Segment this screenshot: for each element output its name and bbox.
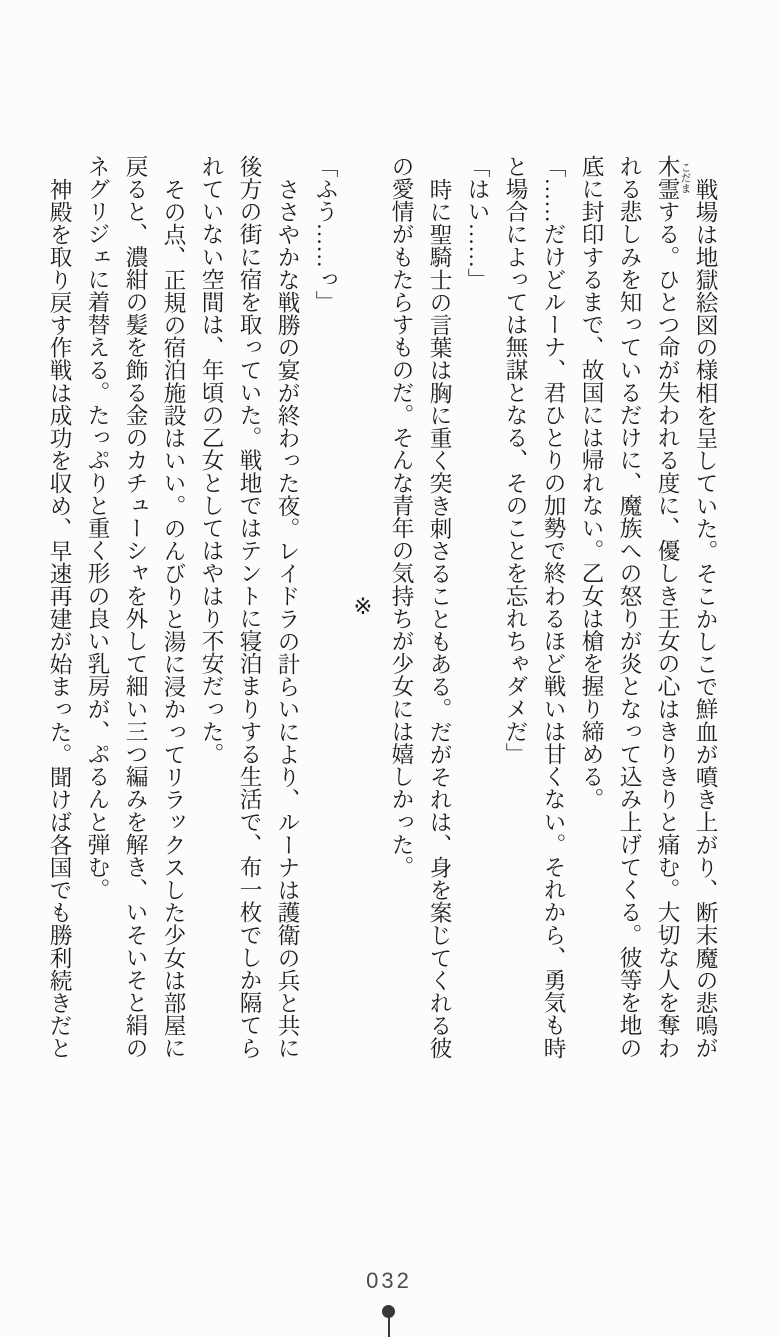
paragraph: 時に聖騎士の言葉は胸に重く突き刺さることもある。だがそれは、身を案じてくれる彼の愛情がもたらすものだ。そんな青年の気持ちが少女には嬉しかった。 — [389, 155, 452, 1059]
paragraph: ささやかな戦勝の宴が終わった夜。レイドラの計らいにより、ルーナは護衛の兵と共に後方の街に宿を取っていた。戦地ではテントに寝泊まりする生活で、布一枚でしか隔てられていない空間は、年頃の乙女としてはやはり不安だった。 — [199, 155, 300, 1059]
dialogue-line: 「……だけどルーナ、君ひとりの加勢で終わるほど戦いは甘くない。それから、勇気も時と場合によっては無謀となる、そのことを忘れちゃダメだ」 — [503, 155, 566, 1059]
section-separator: ※ — [351, 594, 376, 620]
paragraph: 戦場は地獄絵図の様相を呈していた。そこかしこで鮮血が噴き上がり、断末魔の悲鳴が木霊 こだまする。ひとつ命が失われる度に、優しき王女の心はきりきりと痛む。大切な人を奪われる悲しみを知っているだけに、魔族への怒りが炎となって込み上げてくる。彼等を地の底に封印するまで、故国には帰れない。乙女は槍を握り締める。 — [579, 155, 718, 1060]
footer-stem-ornament — [388, 1317, 390, 1337]
dialogue-line: 「ふう……っ」 — [313, 155, 338, 314]
vertical-text-body — [34, 155, 724, 1059]
dialogue-line: 「はい……」 — [465, 155, 490, 291]
page-number: 032 — [366, 1268, 412, 1293]
paragraph: その点、正規の宿泊施設はいい。のんびりと湯に浸かってリラックスした少女は部屋に戻ると、濃紺の髪を飾る金のカチューシャを外して細い三つ編みを解き、いそいそと絹のネグリジェに着替える。たっぷりと重く形の良い乳房が、ぷるんと弾む。 — [85, 155, 186, 1059]
ruby-annotated-word: 木霊 こだま — [655, 155, 691, 201]
paragraph: 神殿を取り戻す作戦は成功を収め、早速再建が始まった。聞けば各国でも勝利続きだと — [47, 177, 72, 1059]
page-footer — [0, 1268, 780, 1294]
